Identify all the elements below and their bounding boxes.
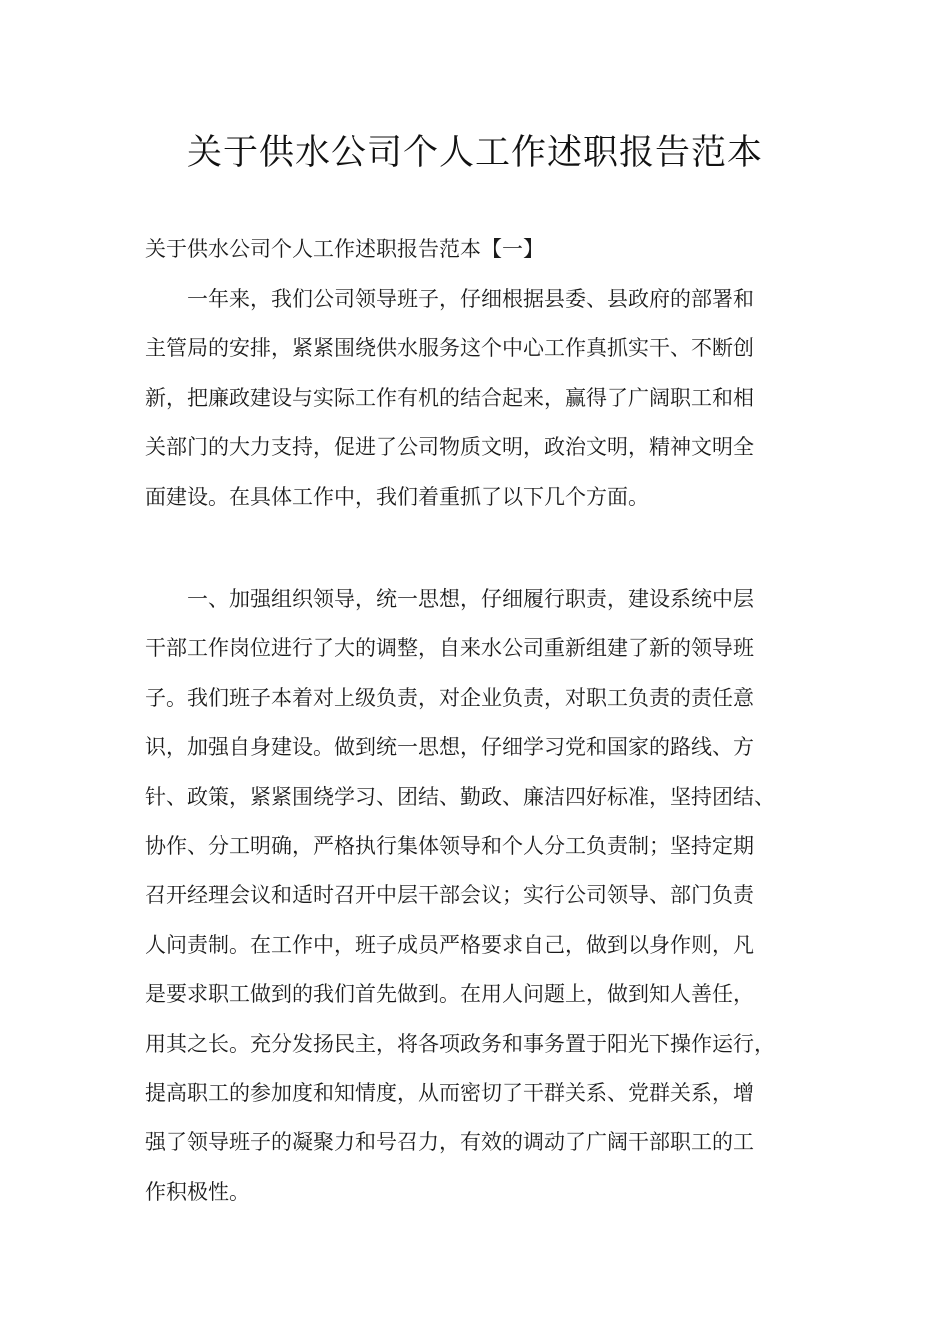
paragraph-line: 提高职工的参加度和知情度，从而密切了干群关系、党群关系，增 xyxy=(145,1080,754,1105)
paragraph-line: 关部门的大力支持，促进了公司物质文明，政治文明，精神文明全 xyxy=(145,435,754,460)
paragraph-line: 干部工作岗位进行了大的调整，自来水公司重新组建了新的领导班 xyxy=(145,636,754,661)
paragraph-line: 主管局的安排，紧紧围绕供水服务这个中心工作真抓实干、不断创 xyxy=(145,336,754,361)
paragraph-line: 一年来，我们公司领导班子，仔细根据县委、县政府的部署和 xyxy=(187,287,754,311)
paragraph-line: 协作、分工明确，严格执行集体领导和个人分工负责制；坚持定期 xyxy=(145,833,754,858)
paragraph-line: 人问责制。在工作中，班子成员严格要求自己，做到以身作则，凡 xyxy=(145,932,754,957)
paragraph-line: 强了领导班子的凝聚力和号召力，有效的调动了广阔干部职工的工 xyxy=(145,1130,754,1155)
paragraph-line: 用其之长。充分发扬民主，将各项政务和事务置于阳光下操作运行， xyxy=(145,1031,775,1056)
paragraph-line: 召开经理会议和适时召开中层干部会议；实行公司领导、部门负责 xyxy=(145,883,754,908)
paragraph-intro xyxy=(145,284,825,531)
paragraph-line: 识，加强自身建设。做到统一思想，仔细学习党和国家的路线、方 xyxy=(145,735,754,760)
document-title: 关于供水公司个人工作述职报告范本 xyxy=(186,133,763,173)
paragraph-line: 子。我们班子本着对上级负责，对企业负责，对职工负责的责任意 xyxy=(145,685,754,710)
paragraph-line: 作积极性。 xyxy=(145,1179,250,1204)
section-heading: 关于供水公司个人工作述职报告范本【一】 xyxy=(145,237,544,261)
paragraph-section-one xyxy=(145,584,825,1226)
paragraph-line: 面建设。在具体工作中，我们着重抓了以下几个方面。 xyxy=(145,484,649,509)
paragraph-line: 针、政策，紧紧围绕学习、团结、勤政、廉洁四好标准，坚持团结、 xyxy=(145,784,775,809)
paragraph-line: 一、加强组织领导，统一思想，仔细履行职责，建设系统中层 xyxy=(187,587,754,611)
paragraph-line: 是要求职工做到的我们首先做到。在用人问题上，做到知人善任， xyxy=(145,982,754,1007)
paragraph-line: 新，把廉政建设与实际工作有机的结合起来，赢得了广阔职工和相 xyxy=(145,385,754,410)
